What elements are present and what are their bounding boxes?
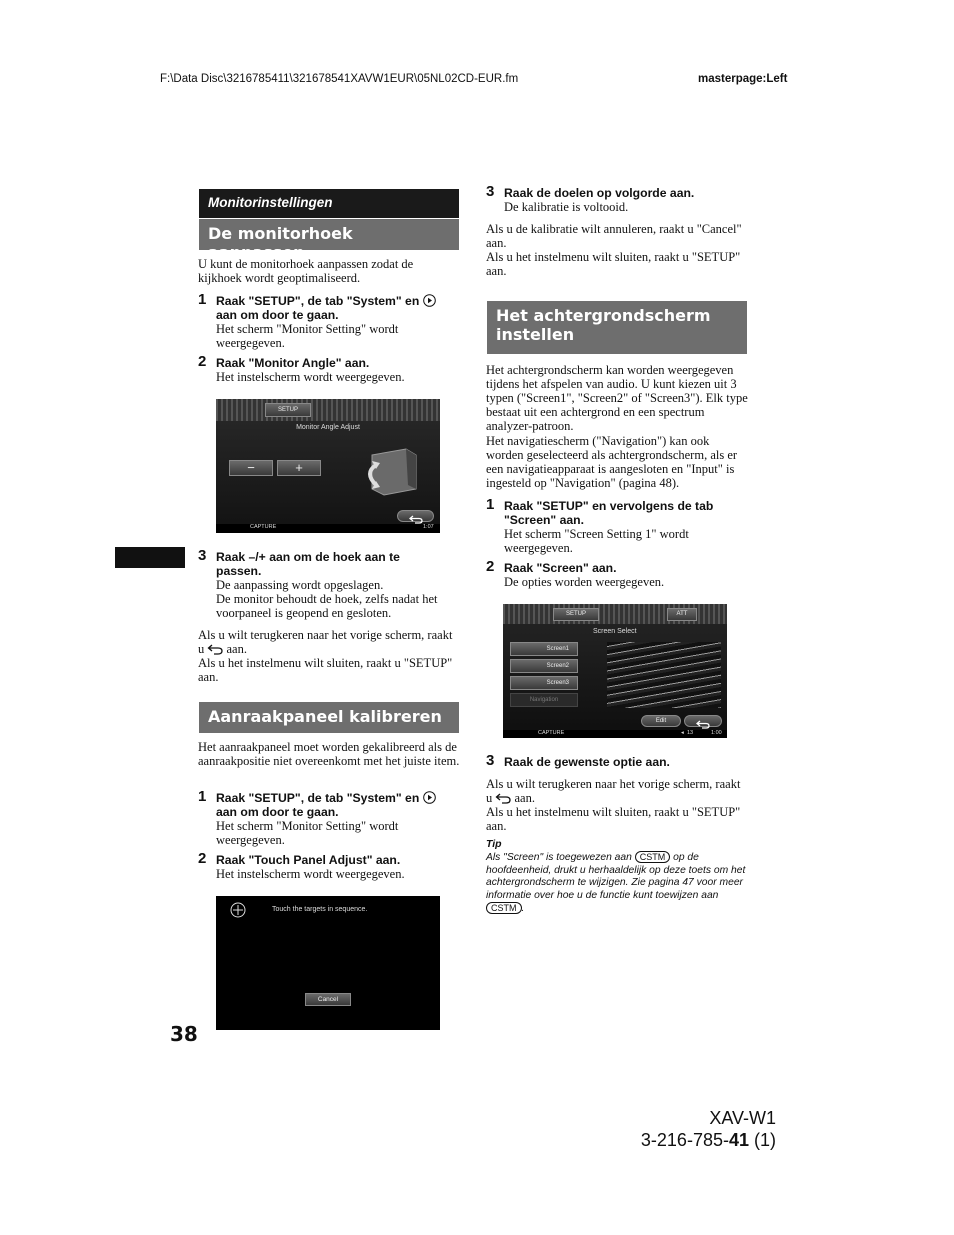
cancel-button[interactable]: Cancel: [305, 993, 351, 1006]
step-text-cont: aan om door te gaan.: [216, 308, 339, 322]
close-note-background: Als u het instelmenu wilt sluiten, raakt u "SETUP" aan.: [486, 805, 741, 833]
plus-button[interactable]: +: [277, 460, 321, 476]
att-button[interactable]: ATT: [667, 608, 697, 621]
step-text: Raak –/+ aan om de hoek aan te passen.: [216, 550, 400, 578]
intro-monitor-angle: U kunt de monitorhoek aanpassen zodat de kijkhoek wordt geoptimaliseerd.: [198, 257, 414, 285]
touch-panel-screen: [216, 896, 440, 1030]
volume-label: 13: [687, 730, 694, 736]
step-number: 3: [486, 752, 495, 769]
step-result: Het instelscherm wordt weergegeven.: [216, 370, 405, 384]
section-title-monitor-angle: De monitorhoek aanpassen: [199, 219, 459, 250]
step-1-background: [486, 496, 748, 555]
cstm-key-icon-2: CSTM: [486, 902, 522, 914]
intro-background-1: Het achtergrondscherm kan worden weergegeven tijdens het afspelen van audio. U kunt kiezen uit 3 typen ("Screen1", "Screen2" of "Screen3"). Elk type bestaat uit een achtergrond en een spectrum analyzer-patroon.: [486, 363, 748, 433]
tip-label: Tip: [486, 838, 502, 850]
step-number: 1: [486, 496, 495, 513]
step-result: Het scherm "Monitor Setting" wordt weergegeven.: [216, 322, 399, 350]
close-note-touch: Als u het instelmenu wilt sluiten, raakt u "SETUP" aan.: [486, 250, 741, 278]
intro-touch-panel: Het aanraakpaneel moet worden gekalibreerd als de aanraakpositie niet overeenkomt met het juiste item.: [198, 740, 460, 768]
capture-label: CAPTURE: [538, 730, 565, 736]
back-arrow-icon: [696, 720, 710, 729]
masterpage-label: masterpage:Left: [698, 73, 788, 85]
step-result: De aanpassing wordt opgeslagen.: [216, 578, 384, 592]
step-3-background: [486, 752, 748, 769]
tip-text-a: Als "Screen" is toegewezen aan: [486, 852, 632, 863]
step-result: Het instelscherm wordt weergegeven.: [216, 867, 405, 881]
step-number: 2: [198, 353, 207, 370]
back-note-background: [486, 777, 748, 805]
tip-text: [486, 851, 748, 916]
screen-status-bar: [503, 730, 727, 738]
footer-model: [0, 1107, 776, 1151]
monitor-tilt-icon: [354, 445, 426, 497]
back-note: [198, 628, 460, 656]
part-number-suffix: (1): [749, 1130, 776, 1150]
intro-background-2: Het navigatiescherm ("Navigation") kan ook worden geselecteerd als achtergrondscherm, als er een navigatieapparaat is aangesloten en "Input" is ingesteld op "Navigation" (pagina 48).: [486, 434, 738, 490]
tip-text-c: .: [521, 903, 525, 914]
setup-tab[interactable]: SETUP: [265, 403, 311, 417]
step-text: Raak de gewenste optie aan.: [504, 755, 670, 769]
step-text-cont: aan om door te gaan.: [216, 805, 339, 819]
part-number-bold: 41: [728, 1130, 749, 1150]
back-note-text: Als u wilt terugkeren naar het vorige scherm, raakt u: [486, 777, 741, 805]
play-arrow-icon: [423, 294, 436, 307]
back-arrow-icon: [495, 793, 511, 804]
close-note: Als u het instelmenu wilt sluiten, raakt u "SETUP" aan.: [198, 656, 453, 684]
cstm-key-icon: CSTM: [635, 851, 671, 863]
clock-label: 1:00: [711, 730, 722, 736]
setup-tab[interactable]: SETUP: [553, 608, 599, 621]
step-result: De kalibratie is voltooid.: [504, 200, 629, 214]
back-note-text: Als u wilt terugkeren naar het vorige scherm, raakt u: [198, 628, 453, 656]
volume-icon: ◂: [681, 730, 684, 736]
back-note-text-end: aan.: [226, 642, 247, 656]
step-2-monitor-angle: [198, 353, 460, 384]
step-number: 3: [198, 547, 207, 564]
back-note-text-end: aan.: [514, 791, 535, 805]
screen-title: Screen Select: [593, 628, 637, 635]
clock-label: 1:07: [423, 524, 434, 530]
side-tab-marker: [115, 547, 185, 568]
back-arrow-icon: [409, 515, 423, 524]
title-line-2: instellen: [496, 325, 575, 344]
screen-top-bar: [216, 399, 440, 421]
screen1-option[interactable]: Screen1: [510, 642, 578, 656]
navigation-option[interactable]: Navigation: [510, 693, 578, 707]
step-text: Raak "Screen" aan.: [504, 561, 617, 575]
back-button[interactable]: [684, 715, 722, 727]
back-button[interactable]: [397, 510, 434, 522]
back-arrow-icon: [207, 644, 223, 655]
step-result-2: De monitor behoudt de hoek, zelfs nadat het voorpaneel is geopend en gesloten.: [216, 592, 438, 620]
step-1-touch-panel: [198, 788, 460, 847]
step-text: Raak de doelen op volgorde aan.: [504, 186, 695, 200]
part-number-prefix: 3-216-785-: [640, 1130, 729, 1150]
step-number: 1: [198, 291, 207, 308]
step-1-monitor-angle: [198, 291, 460, 350]
screen-select-screen: [503, 604, 727, 738]
step-3-touch-panel: [486, 183, 748, 214]
step-number: 3: [486, 183, 495, 200]
title-line-1: Het achtergrondscherm: [496, 306, 711, 325]
screen3-option[interactable]: Screen3: [510, 676, 578, 690]
edit-button[interactable]: Edit: [641, 715, 681, 727]
monitor-angle-screen: [216, 399, 440, 533]
spectrum-preview: [607, 642, 721, 708]
step-3-monitor-angle: [198, 547, 460, 620]
file-path: F:\Data Disc\3216785411\321678541XAVW1EUR\05NL02CD-EUR.fm: [160, 73, 519, 85]
page-number: 38: [170, 1022, 198, 1046]
capture-label: CAPTURE: [250, 524, 277, 530]
play-arrow-icon: [423, 791, 436, 804]
screen-title: Monitor Angle Adjust: [296, 424, 360, 431]
step-text: Raak "SETUP" en vervolgens de tab "Screen" aan.: [504, 499, 714, 527]
step-2-background: [486, 558, 748, 589]
step-number: 2: [198, 850, 207, 867]
step-text: Raak "SETUP", de tab "System" en: [216, 791, 420, 805]
step-number: 2: [486, 558, 495, 575]
step-text: Raak "SETUP", de tab "System" en: [216, 294, 420, 308]
category-heading: Monitorinstellingen: [199, 189, 459, 218]
section-title-touch-panel: Aanraakpaneel kalibreren: [199, 702, 459, 733]
screen2-option[interactable]: Screen2: [510, 659, 578, 673]
section-title-background: [487, 301, 747, 354]
minus-button[interactable]: −: [229, 460, 273, 476]
crosshair-target-icon[interactable]: [230, 902, 246, 918]
step-number: 1: [198, 788, 207, 805]
step-result: Het scherm "Monitor Setting" wordt weergegeven.: [216, 819, 399, 847]
cancel-note: Als u de kalibratie wilt annuleren, raakt u "Cancel" aan.: [486, 222, 742, 250]
step-result: Het scherm "Screen Setting 1" wordt weergegeven.: [504, 527, 689, 555]
step-result: De opties worden weergegeven.: [504, 575, 665, 589]
tip-text-b: op de hoofdeenheid, drukt u herhaaldelijk op deze toets om het achtergrondscherm te wijzigen. Zie pagina 47 voor meer informatie over hoe u de functie kunt toewijzen aan: [486, 852, 746, 901]
model-name: XAV-W1: [709, 1108, 776, 1128]
step-text: Raak "Monitor Angle" aan.: [216, 356, 370, 370]
step-text: Raak "Touch Panel Adjust" aan.: [216, 853, 401, 867]
touch-instruction: Touch the targets in sequence.: [272, 906, 368, 913]
step-2-touch-panel: [198, 850, 460, 881]
